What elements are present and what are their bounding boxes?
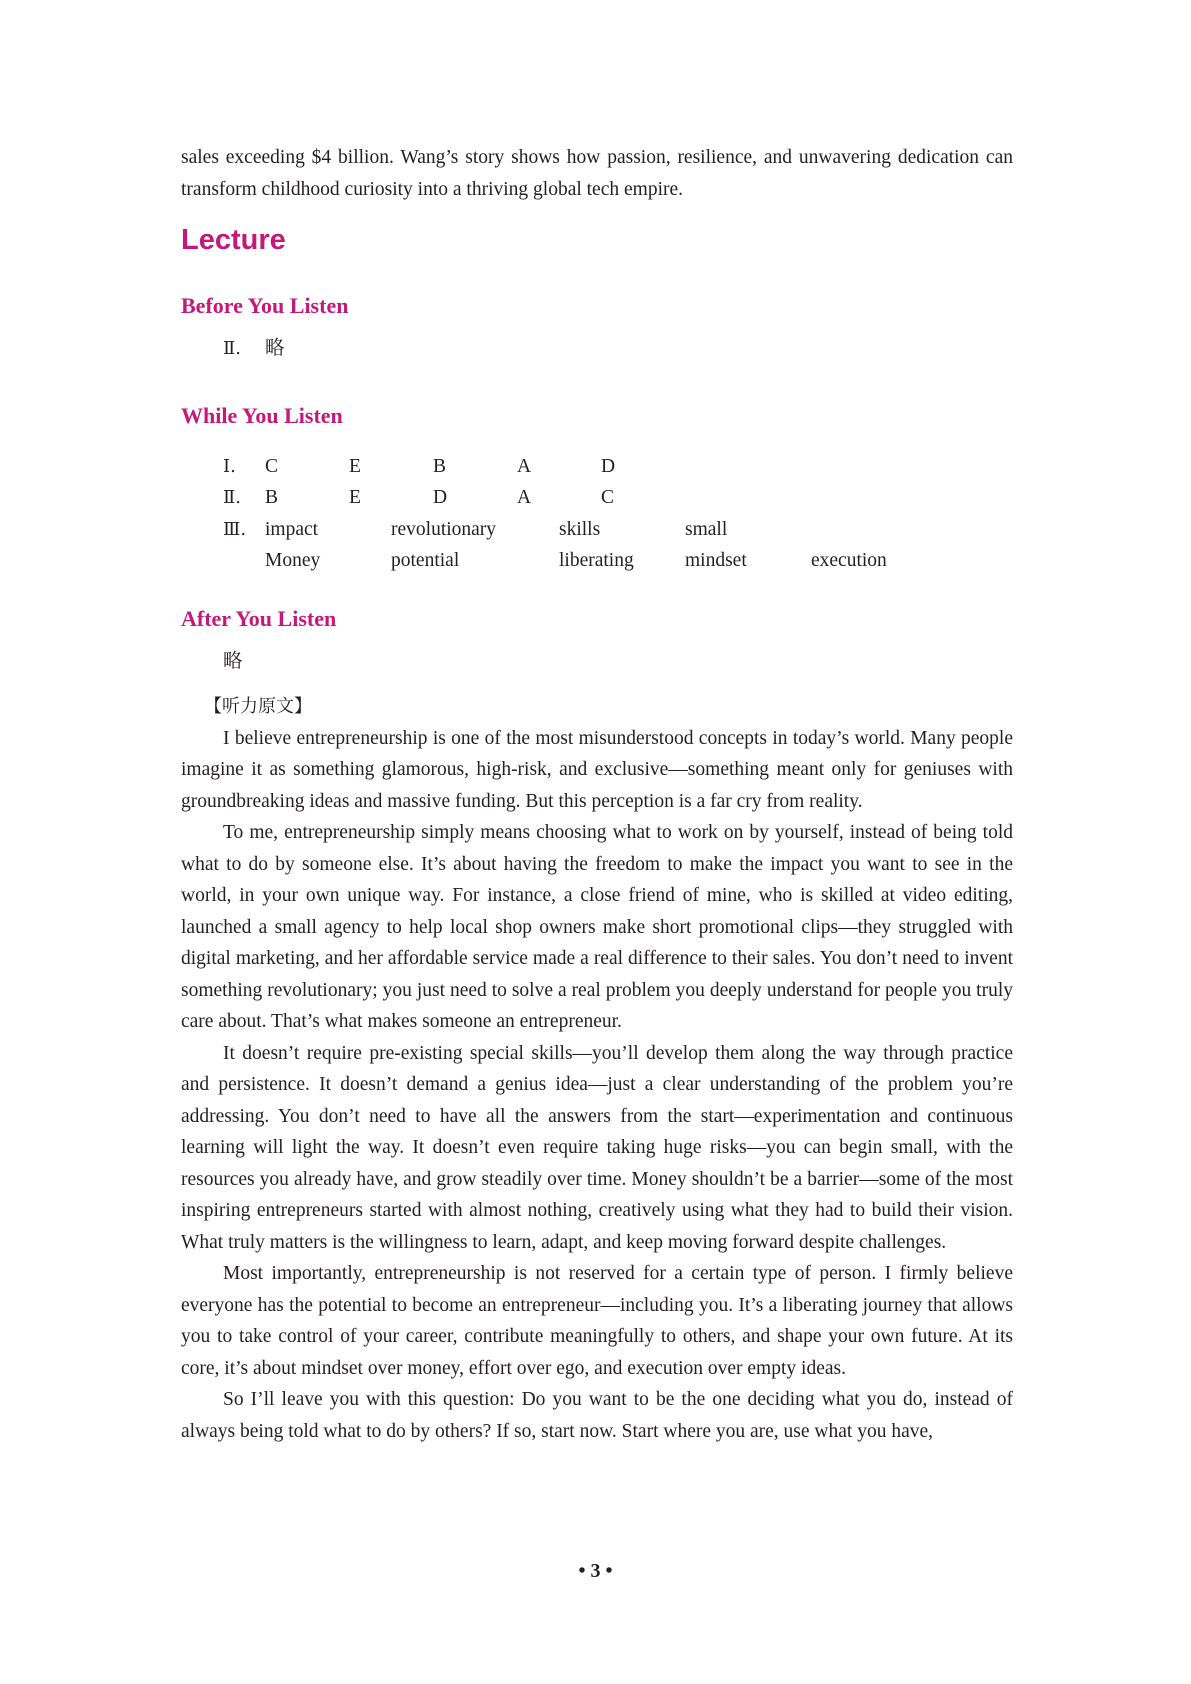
answer-cell: D	[433, 487, 448, 508]
answer-cell: E	[349, 487, 361, 508]
answer-word: potential	[391, 550, 460, 571]
transcript-heading: 【听力原文】	[204, 696, 312, 717]
row-spacer	[223, 545, 265, 577]
intro-paragraph: sales exceeding $4 billion. Wang’s story shows how passion, resilience, and unwavering dedication can transform childhood curiosity into a thriving global tech empire.	[181, 147, 1013, 200]
answer-word: mindset	[685, 550, 747, 571]
answer-cell: A	[517, 455, 532, 477]
answer-word: small	[685, 518, 728, 540]
answer-word: impact	[265, 518, 319, 540]
roman-numeral: Ⅱ.	[223, 487, 241, 508]
answer-text: 略	[265, 338, 285, 359]
answer-cell: C	[265, 455, 279, 477]
lecture-title: Lecture	[181, 224, 286, 256]
answer-word: liberating	[559, 550, 634, 571]
answer-word: revolutionary	[391, 518, 497, 540]
answer-cell: C	[601, 487, 615, 508]
transcript-paragraph: I believe entrepreneurship is one of the most misunderstood concepts in today’s world. Many people imagine it as something glamorous, high-risk, and exclusive—something meant only for geniuses with groundbreaking ideas and massive funding. But this perception is a far cry from reality.	[181, 727, 1013, 812]
page-content	[181, 142, 1013, 1447]
answer-cell: B	[433, 455, 447, 477]
before-you-listen-heading: Before You Listen	[181, 293, 349, 318]
transcript-paragraph: To me, entrepreneurship simply means choosing what to work on by yourself, instead of being told what to do by someone else. It’s about having the freedom to make the impact you want to see in the world, in your own unique way. For instance, a close friend of mine, who is skilled at video editing, launched a small agency to help local shop owners make short promotional clips—they struggled with digital marketing, and her affordable service made a real difference to their sales. You don’t need to invent something revolutionary; you just need to solve a real problem you deeply understand for people you truly care about. That’s what makes someone an entrepreneur.	[181, 822, 1013, 1032]
roman-numeral: Ⅰ.	[223, 455, 236, 477]
roman-numeral: Ⅲ.	[223, 518, 247, 540]
answer-cell: D	[601, 455, 616, 477]
roman-numeral: Ⅱ.	[223, 338, 241, 359]
while-you-listen-answers	[181, 451, 1013, 577]
after-you-listen-answer: 略	[223, 650, 243, 672]
transcript-paragraph: So I’ll leave you with this question: Do you want to be the one deciding what you do, instead of always being told what to do by others? If so, start now. Start where you are, use what you have,	[181, 1389, 1013, 1442]
transcript-paragraph: Most importantly, entrepreneurship is not reserved for a certain type of person. I firmly believe everyone has the potential to become an entrepreneur—including you. It’s a liberating journey that allows you to take control of your career, contribute meaningfully to others, and shape your own future. At its core, it’s about mindset over money, effort over ego, and execution over empty ideas.	[181, 1263, 1013, 1379]
transcript-paragraph: It doesn’t require pre-existing special skills—you’ll develop them along the way through practice and persistence. It doesn’t demand a genius idea—just a clear understanding of the problem you’re addressing. You don’t need to have all the answers from the start—experimentation and continuous learning will light the way. It doesn’t even require taking huge risks—you can begin small, with the resources you already have, and grow steadily over time. Money shouldn’t be a barrier—some of the most inspiring entrepreneurs started with almost nothing, creatively using what they had to build their vision. What truly matters is the willingness to learn, adapt, and keep moving forward despite challenges.	[181, 1042, 1013, 1253]
answer-word: Money	[265, 550, 321, 571]
answer-cell: B	[265, 487, 279, 508]
answer-row-4	[181, 545, 1013, 577]
before-you-listen-answer	[181, 333, 1013, 365]
answer-word: execution	[811, 550, 887, 571]
answer-row-2	[181, 482, 1013, 514]
answer-row-1	[181, 451, 1013, 483]
while-you-listen-heading: While You Listen	[181, 402, 343, 428]
answer-cell: A	[517, 487, 532, 508]
answer-cell: E	[349, 455, 361, 477]
answer-word: skills	[559, 518, 601, 540]
page-number: • 3 •	[578, 1560, 613, 1582]
after-you-listen-heading: After You Listen	[181, 605, 337, 631]
answer-row-3	[181, 514, 1013, 546]
